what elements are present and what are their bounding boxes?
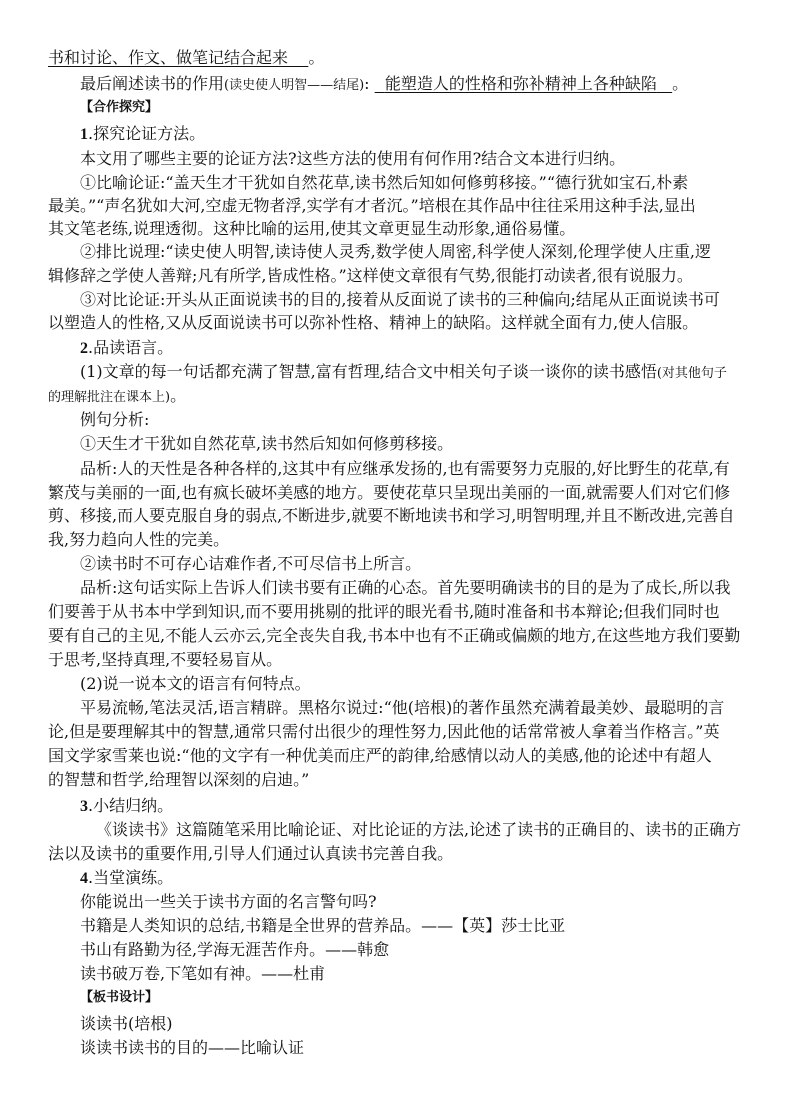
s4-title: 4.当堂演练。 xyxy=(80,868,174,887)
intro-underlined-answer-1: 书和讨论、作文、做笔记结合起来 xyxy=(48,48,289,67)
s1-p2-line-2: 辑修辞之学使人善辩;凡有所学,皆成性格。”这样使文章很有气势,很能打动读者,很有说服力。 xyxy=(48,266,693,285)
s1-p1-line-2: 最美。”“声名犹如大河,空虚无物者浮,实学有才者沉。”培根在其作品中往往采用这种手法,显出 xyxy=(48,196,696,215)
s2-title: 2.品读语言。 xyxy=(80,338,174,357)
intro-paren-note: (读史使人明智——结尾) xyxy=(224,78,365,93)
s2-q2: (2)说一说本文的语言有何特点。 xyxy=(80,674,311,693)
ex1-analysis-line-3: 剪、移接,而人要克服自身的弱点,不断进步,就要不断地读书和学习,明智明理,并且不断改进,完善自 xyxy=(48,506,735,525)
s4-question: 你能说出一些关于读书方面的名言警句吗? xyxy=(80,892,377,911)
intro-line-1: 书和讨论、作文、做笔记结合起来 。 xyxy=(48,48,325,67)
intro-underlined-answer-2: 能塑造人的性格和弥补精神上各种缺陷 xyxy=(384,74,657,93)
s1-p1-line-1: ①比喻论证:“盖天生才干犹如自然花草,读书然后知如何修剪移接。”“德行犹如宝石,朴素 xyxy=(80,173,689,192)
s2-q1-line-2: 的理解批注在课本上)。 xyxy=(48,386,187,405)
s1-p2-line-1: ②排比说理:“读史使人明智,读诗使人灵秀,数学使人周密,科学使人深刻,伦理学使人庄重,逻 xyxy=(80,242,712,261)
s2-q1-line-1: (1)文章的每一句话都充满了智慧,富有哲理,结合文中相关句子谈一谈你的读书感悟(对其他句子 xyxy=(80,362,727,381)
quote-1: 书籍是人类知识的总结,书籍是全世界的营养品。——【英】莎士比亚 xyxy=(80,916,566,935)
s3-text-line-2: 法以及读书的重要作用,引导人们通过认真读书完善自我。 xyxy=(48,844,454,863)
section-heading-hezuo: 【合作探究】 xyxy=(80,100,159,115)
example-1: ①天生才干犹如自然花草,读书然后知如何修剪移接。 xyxy=(80,434,454,453)
q2-answer-line-1: 平易流畅,笔法灵活,语言精辟。黑格尔说过:“他(培根)的著作虽然充满着最美妙、最聪明的言 xyxy=(80,698,725,717)
q2-answer-line-3: 国文学家雪莱也说:“他的文字有一种优美而庄严的韵律,给感情以动人的美感,他的论述中有超人 xyxy=(48,746,712,765)
example-label: 例句分析: xyxy=(80,410,150,429)
intro-line-2: 最后阐述读书的作用(读史使人明智——结尾): 能塑造人的性格和弥补精神上各种缺陷 。 xyxy=(80,74,689,93)
s2-q1-note: (对其他句子 xyxy=(656,366,727,381)
example-2: ②读书时不可存心诘难作者,不可尽信书上所言。 xyxy=(80,554,422,573)
section-heading-banshu: 【板书设计】 xyxy=(80,990,159,1005)
s1-p3-line-1: ③对比论证:开头从正面说读书的目的,接着从反面说了读书的三种偏向;结尾从正面说读书可 xyxy=(80,290,720,309)
quote-3: 读书破万卷,下笔如有神。——杜甫 xyxy=(80,964,326,983)
ex1-analysis-line-4: 我,努力趋向人性的完美。 xyxy=(48,530,230,549)
banshu-line-1: 谈读书读书的目的——比喻认证 xyxy=(80,1038,305,1057)
s1-p3-line-2: 以塑造人的性格,又从反面说读书可以弥补性格、精神上的缺陷。这样就全面有力,使人信服。 xyxy=(48,313,699,332)
ex1-analysis-line-2: 繁茂与美丽的一面,也有疯长破坏美感的地方。要使花草只呈现出美丽的一面,就需要人们对它们修 xyxy=(48,483,731,502)
ex2-analysis-line-2: 们要善于从书本中学到知识,而不要用挑剔的批评的眼光看书,随时准备和书本辩论;但我们同时也 xyxy=(48,602,720,621)
s3-title: 3.小结归纳。 xyxy=(80,796,174,815)
q2-answer-line-4: 的智慧和哲学,给理智以深刻的启迪。” xyxy=(48,770,310,789)
s1-title: 1.探究论证方法。 xyxy=(80,124,206,143)
ex2-analysis-line-1: 品析:这句话实际上告诉人们读书要有正确的心态。首先要明确读书的目的是为了成长,所以我 xyxy=(80,578,731,597)
ex1-analysis-line-1: 品析:人的天性是各种各样的,这其中有应继承发扬的,也有需要努力克服的,好比野生的花草,有 xyxy=(80,459,730,478)
s3-text-line-1: 《谈读书》这篇随笔采用比喻论证、对比论证的方法,论述了读书的正确目的、读书的正确方 xyxy=(96,820,742,839)
quote-2: 书山有路勤为径,学海无涯苦作舟。——韩愈 xyxy=(80,940,390,959)
s1-p1-line-3: 其文笔老练,说理透彻。这种比喻的运用,使其文章更显生动形象,通俗易懂。 xyxy=(48,219,576,238)
q2-answer-line-2: 论,但是要理解其中的智慧,通常只需付出很少的理性努力,因此他的话常常被人拿着当作格言。”英 xyxy=(48,722,720,741)
ex2-analysis-line-4: 于思考,坚持真理,不要轻易盲从。 xyxy=(48,650,283,669)
ex2-analysis-line-3: 要有自己的主见,不能人云亦云,完全丧失自我,书本中也有不正确或偏颇的地方,在这些地方我们要勤 xyxy=(48,626,741,645)
s1-question: 本文用了哪些主要的论证方法?这些方法的使用有何作用?结合文本进行归纳。 xyxy=(80,149,626,168)
banshu-title: 谈读书(培根) xyxy=(80,1014,173,1033)
